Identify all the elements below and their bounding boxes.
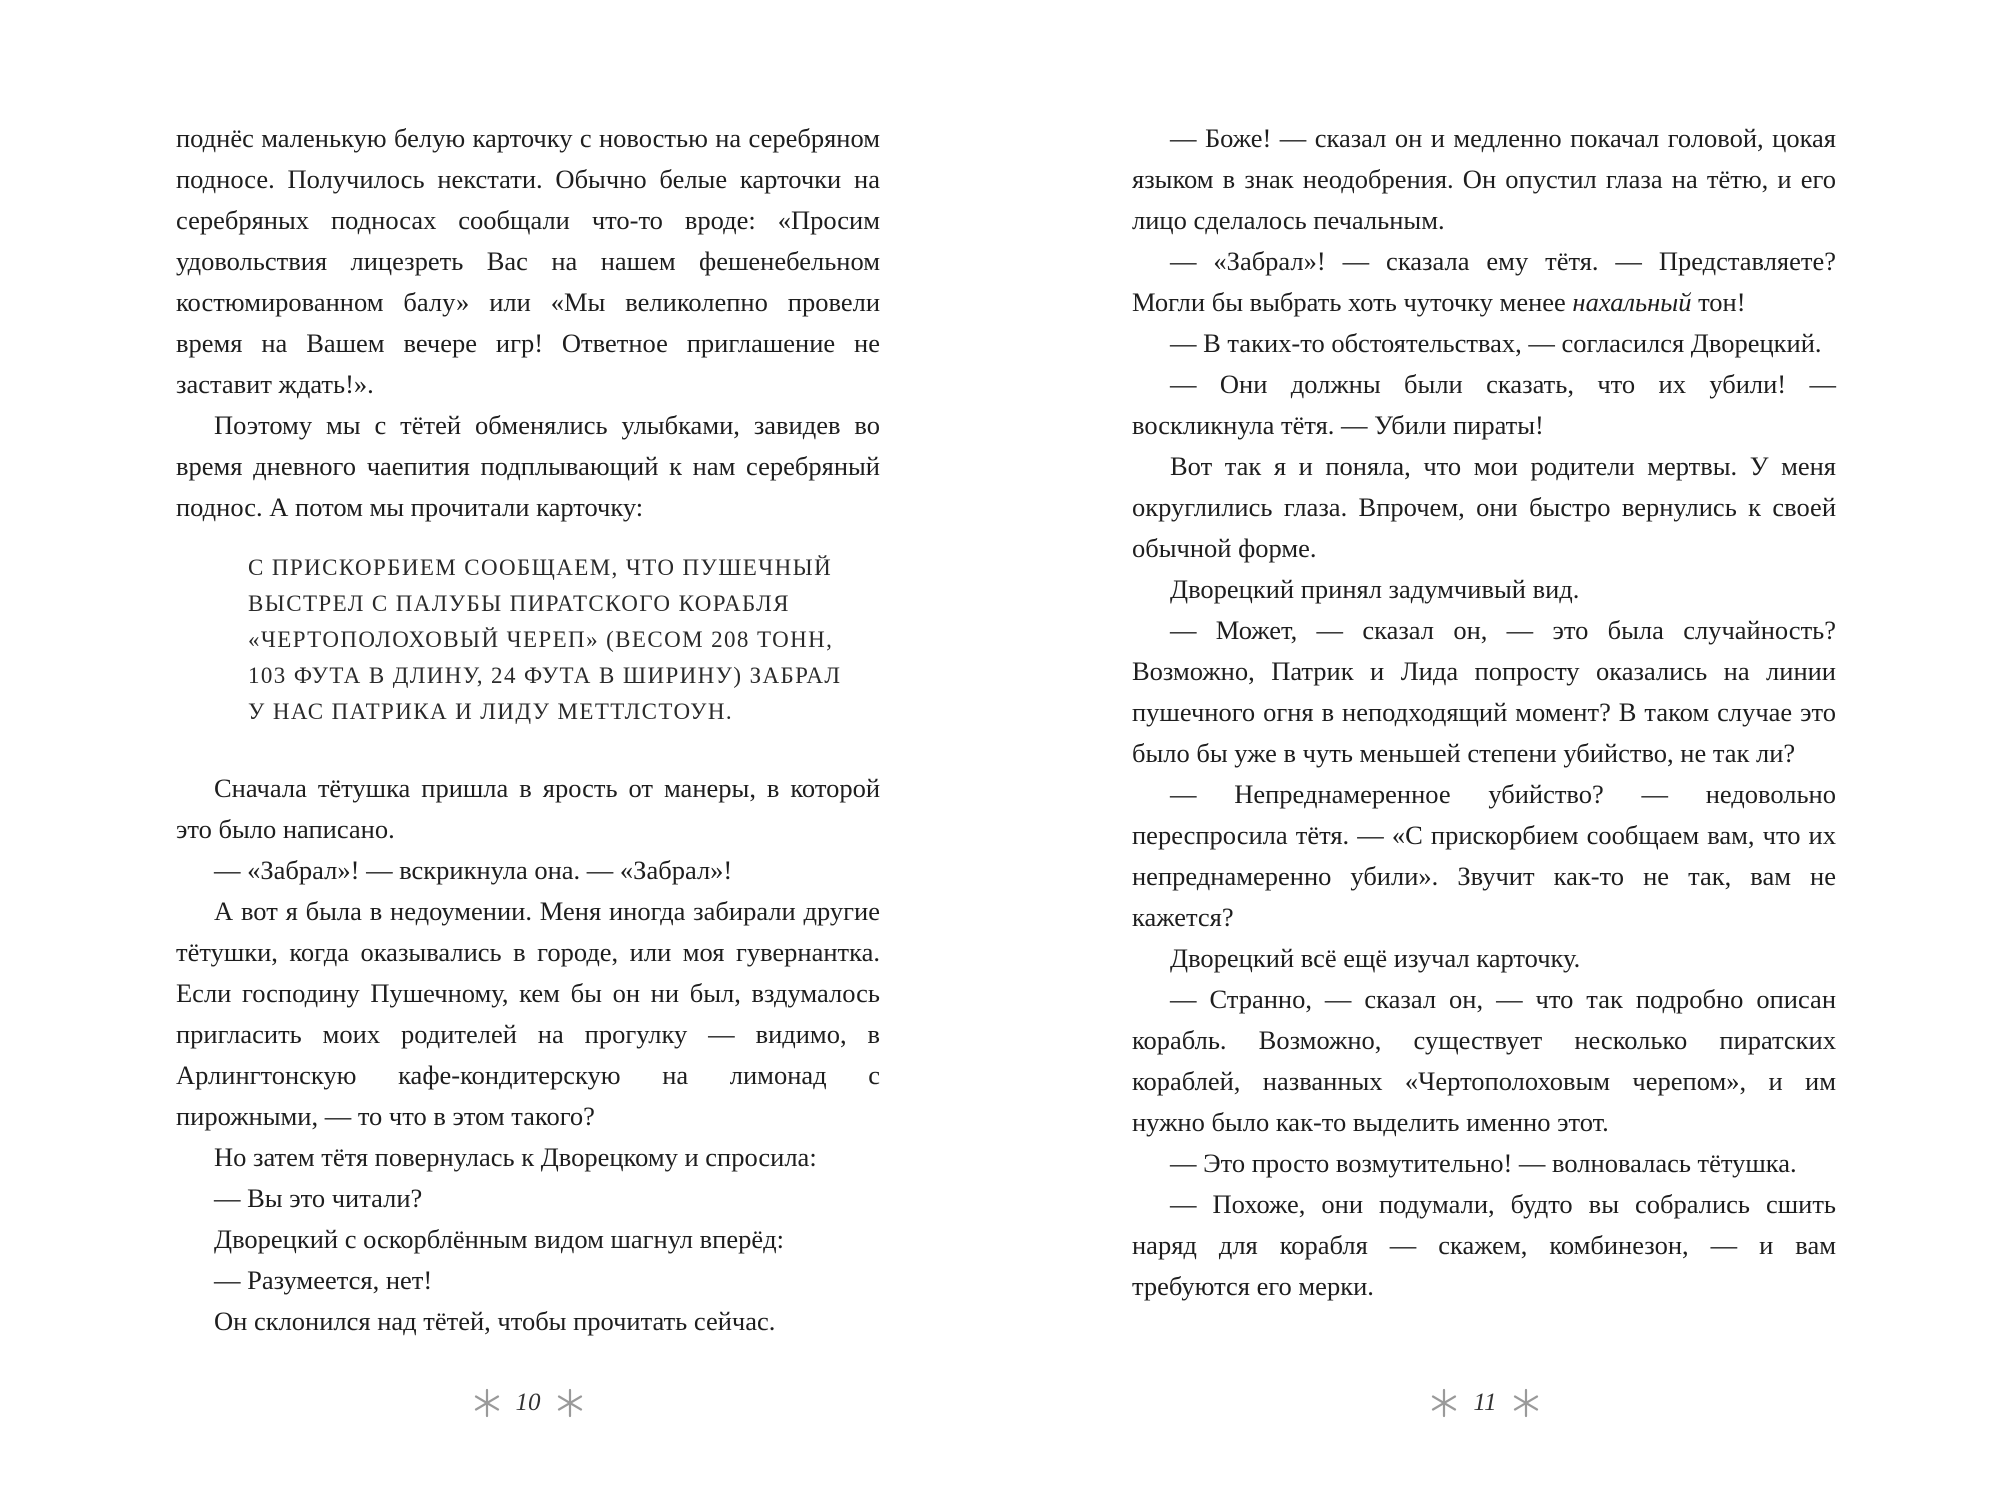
paragraph: — Непреднамеренное убийство? — недовольно переспросила тётя. — «С прискорбием сообщаем вам, что их непреднамеренно убили». Звучит как-то не так, вам не кажется? [1132, 779, 1836, 932]
paragraph: — В таких-то обстоятельствах, — согласился Дворецкий. [1170, 328, 1822, 358]
paragraph: А вот я была в недоумении. Меня иногда забирали другие тётушки, когда оказывались в городе, или моя гувернантка. Если господину Пушечному, кем бы он ни был, вздумалось пригласить моих родителей на прогулку — видимо, в Арлингтонскую кафе-кондитерскую на лимонад с пирожными, — то что в этом такого? [176, 896, 880, 1131]
asterisk-star-icon [555, 1388, 585, 1418]
right-page [1132, 118, 1836, 1307]
paragraph: — Может, — сказал он, — это была случайность? Возможно, Патрик и Лида попросту оказались на линии пушечного огня в неподходящий момент? В таком случае это было бы уже в чуть меньшей степени убийство, не так ли? [1132, 615, 1836, 768]
paragraph: — Они должны были сказать, что их убили! — воскликнула тётя. — Убили пираты! [1132, 369, 1836, 440]
paragraph-with-italic [1132, 241, 1836, 323]
page-number-left [458, 1378, 598, 1428]
page-number-right [1415, 1378, 1555, 1428]
italic-word: нахальный [1572, 287, 1692, 317]
left-page [176, 118, 880, 1342]
notice-line: У НАС ПАТРИКА И ЛИДУ МЕТТЛСТОУН. [248, 699, 734, 724]
paragraph: — Похоже, они подумали, будто вы собрались сшить наряд для корабля — скажем, комбинезон, — и вам требуются его мерки. [1132, 1189, 1836, 1301]
paragraph: Но затем тётя повернулась к Дворецкому и спросила: [214, 1142, 817, 1172]
notice-line: С ПРИСКОРБИЕМ СООБЩАЕМ, ЧТО ПУШЕЧНЫЙ [248, 555, 833, 580]
asterisk-star-icon [472, 1388, 502, 1418]
paragraph: — Вы это читали? [214, 1183, 423, 1213]
paragraph: Вот так я и поняла, что мои родители мертвы. У меня округлились глаза. Впрочем, они быстро вернулись к своей обычной форме. [1132, 451, 1836, 563]
paragraph: Он склонился над тётей, чтобы прочитать сейчас. [214, 1306, 776, 1336]
page-number: 10 [515, 1389, 541, 1416]
paragraph: Поэтому мы с тётей обменялись улыбками, завидев во время дневного чаепития подплывающий к нам серебряный поднос. А потом мы прочитали карточку: [176, 410, 880, 522]
asterisk-star-icon [1429, 1388, 1459, 1418]
paragraph: — Разумеется, нет! [214, 1265, 433, 1295]
page-number: 11 [1473, 1389, 1497, 1416]
notice-line: ВЫСТРЕЛ С ПАЛУБЫ ПИРАТСКОГО КОРАБЛЯ [248, 591, 790, 616]
paragraph: — Странно, — сказал он, — что так подробно описан корабль. Возможно, существует несколько пиратских кораблей, названных «Чертополоховым черепом», и им нужно было как-то выделить именно этот. [1132, 984, 1836, 1137]
condolence-card-text [248, 550, 880, 730]
notice-line: «ЧЕРТОПОЛОХОВЫЙ ЧЕРЕП» (ВЕСОМ 208 ТОНН, [248, 627, 834, 652]
paragraph: — «Забрал»! — вскрикнула она. — «Забрал»! [214, 855, 733, 885]
notice-line: 103 ФУТА В ДЛИНУ, 24 ФУТА В ШИРИНУ) ЗАБРАЛ [248, 663, 842, 688]
paragraph: Сначала тётушка пришла в ярость от манеры, в которой это было написано. [176, 773, 880, 844]
paragraph: — Боже! — сказал он и медленно покачал головой, цокая языком в знак неодобрения. Он опустил глаза на тётю, и его лицо сделалось печальным. [1132, 123, 1836, 235]
asterisk-star-icon [1511, 1388, 1541, 1418]
paragraph: поднёс маленькую белую карточку с новостью на серебряном подносе. Получилось некстати. Обычно белые карточки на серебряных подносах сообщали что-то вроде: «Просим удовольствия лицезреть Вас на нашем фешенебельном костюмированном балу» или «Мы великолепно провели время на Вашем вечере игр! Ответное приглашение не заставит ждать!». [176, 123, 880, 399]
text-run: — «Забрал»! — сказала ему тётя. — Представляете? Могли бы выбрать хоть чуточку менее [1132, 246, 1836, 317]
paragraph: — Это просто возмутительно! — волновалась тётушка. [1170, 1148, 1797, 1178]
text-run: тон! [1691, 287, 1746, 317]
paragraph: Дворецкий всё ещё изучал карточку. [1170, 943, 1581, 973]
paragraph: Дворецкий с оскорблённым видом шагнул вперёд: [214, 1224, 784, 1254]
paragraph: Дворецкий принял задумчивый вид. [1170, 574, 1580, 604]
